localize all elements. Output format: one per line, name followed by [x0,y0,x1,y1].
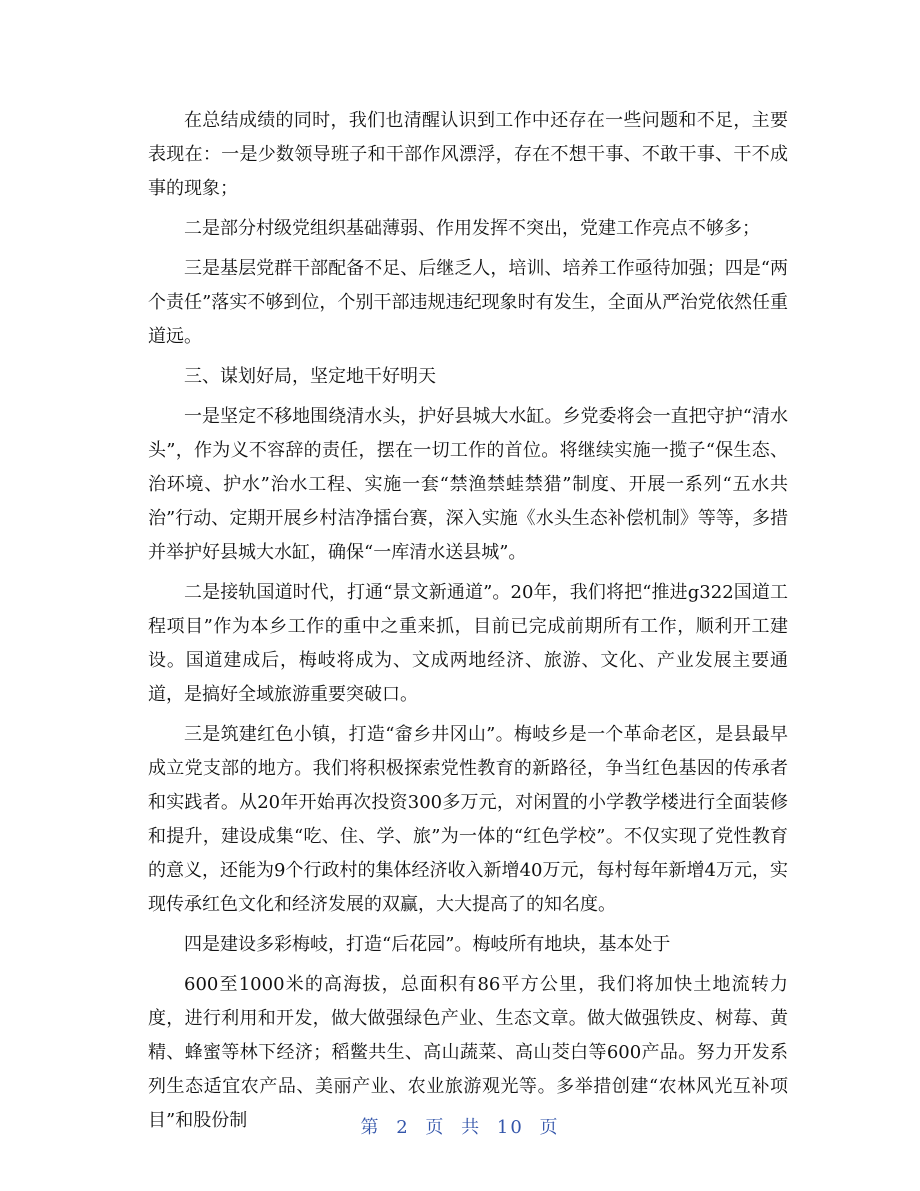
paragraph-8: 四是建设多彩梅岐，打造“后花园”。梅岐所有地块，基本处于 [184,934,671,955]
footer-current-page: 2 [396,1117,410,1138]
paragraph-2: 二是部分村级党组织基础薄弱、作用发挥不突出，党建工作亮点不够多； [184,218,760,239]
footer-label-total-unit: 页 [539,1117,560,1138]
footer-total-pages: 10 [496,1117,524,1138]
page-footer [0,1113,920,1139]
section-heading: 三、谋划好局，坚定地干好明天 [184,366,436,387]
paragraph-3: 三是基层党群干部配备不足、后继乏人，培训、培养工作亟待加强；四是“两个责任”落实不够到位，个别干部违规违纪现象时有发生，全面从严治党依然任重道远。 [148,258,788,347]
paragraph-1: 在总结成绩的同时，我们也清醒认识到工作中还存在一些问题和不足，主要表现在：一是少数领导班子和干部作风漂浮，存在不想干事、不敢干事、干不成事的现象； [148,110,788,199]
paragraph-9: 600至1000米的高海拔，总面积有86平方公里，我们将加快土地流转力度，进行利用和开发，做大做强绿色产业、生态文章。做大做强铁皮、树莓、黄精、蜂蜜等林下经济；稻鳖共生、高山蔬菜、高山茭白等600产品。努力开发系列生态适宜农产品、美丽产业、农业旅游观光等。多举措创建“农林风光互补项目”和股份制 [148,974,788,1131]
footer-label-page-unit: 页 [425,1117,446,1138]
paragraph-5: 一是坚定不移地围绕清水头，护好县城大水缸。乡党委将会一直把守护“清水头”，作为义不容辞的责任，摆在一切工作的首位。将继续实施一揽子“保生态、治环境、护水”治水工程、实施一套“禁渔禁蛙禁猎”制度、开展一系列“五水共治”行动、定期开展乡村洁净擂台赛，深入实施《水头生态补偿机制》等等，多措并举护好县城大水缸，确保“一库清水送县城”。 [148,406,788,563]
footer-label-total: 共 [461,1117,482,1138]
paragraph-6: 二是接轨国道时代，打通“景文新通道”。20年，我们将把“推进g322国道工程项目”作为本乡工作的重中之重来抓，目前已完成前期所有工作，顺利开工建设。国道建成后，梅岐将成为、文成两地经济、旅游、文化、产业发展主要通道，是搞好全域旅游重要突破口。 [148,582,788,705]
footer-label-page: 第 [360,1117,381,1138]
document-body [148,104,788,1144]
paragraph-7: 三是筑建红色小镇，打造“畲乡井冈山”。梅岐乡是一个革命老区，是县最早成立党支部的地方。我们将积极探索党性教育的新路径，争当红色基因的传承者和实践者。从20年开始再次投资300多万元，对闲置的小学教学楼进行全面装修和提升，建设成集“吃、住、学、旅”为一体的“红色学校”。不仅实现了党性教育的意义，还能为9个行政村的集体经济收入新增40万元，每村每年新增4万元，实现传承红色文化和经济发展的双赢，大大提高了的知名度。 [148,724,788,915]
